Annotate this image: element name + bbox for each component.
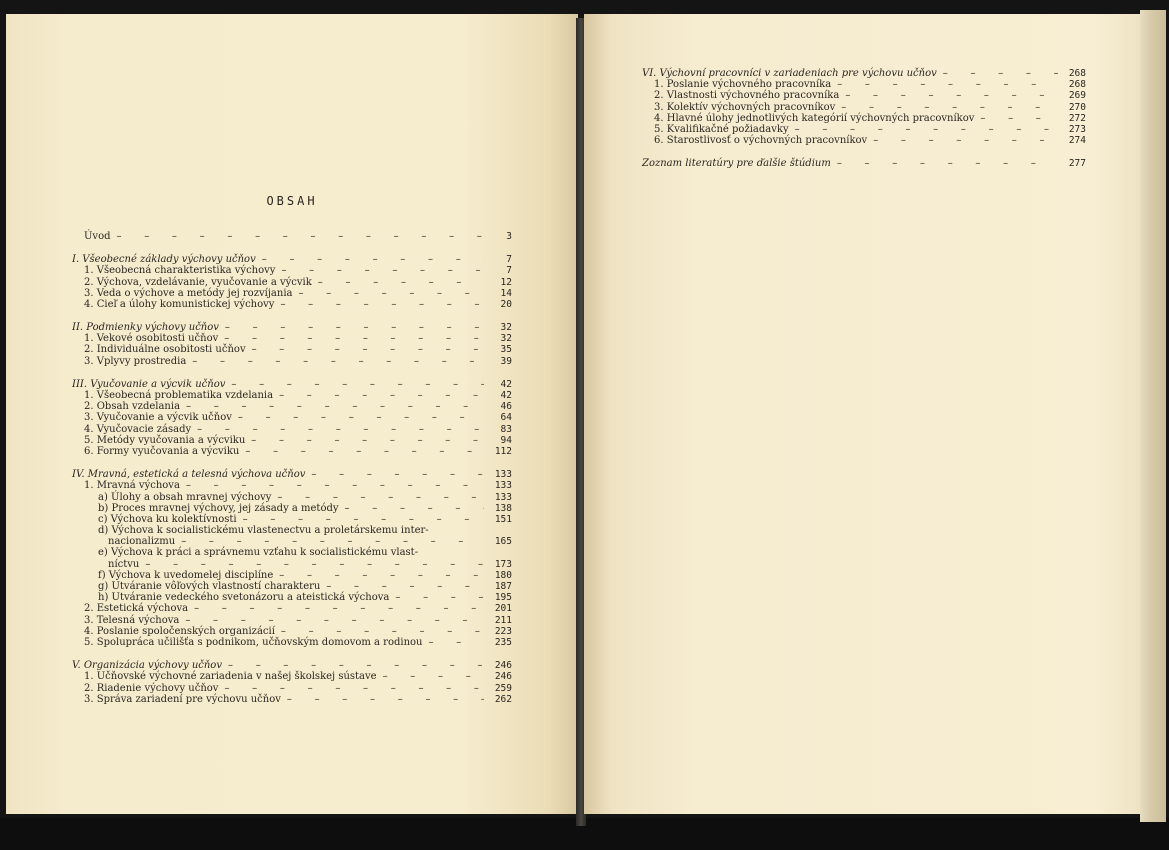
- toc-subentry: d) Výchova k socialistickému vlastenectvu a proletárskemu inter-: [98, 525, 429, 537]
- toc-entry: 2. Výchova, vzdelávanie, vyučovanie a výcvik – 12: [66, 277, 512, 288]
- left-page: [6, 14, 578, 814]
- toc-entry: 5. Kvalifikačné požiadavky – 273: [636, 124, 1086, 135]
- toc-entry: 3. Správa zariadení pre výchovu učňov – 262: [66, 694, 512, 705]
- toc-section: IV. Mravná, estetická a telesná výchova učňov – 133: [66, 469, 512, 480]
- toc-section: V. Organizácia výchovy učňov – 246: [66, 660, 512, 671]
- toc-entry: 5. Metódy vyučovania a výcviku – 94: [66, 435, 512, 446]
- toc-subentry-continued: nacionalizmu – 165: [66, 536, 512, 547]
- page-block-edge: [1140, 10, 1166, 822]
- toc-subentry: a) Úlohy a obsah mravnej výchovy – 133: [66, 492, 512, 503]
- toc-entry: 5. Spolupráca učilišťa s podnikom, učňovským domovom a rodinou – 235: [66, 637, 512, 648]
- toc-entry: 3. Vplyvy prostredia – 39: [66, 356, 512, 367]
- toc-section: III. Vyučovanie a výcvik učňov – 42: [66, 379, 512, 390]
- toc-entry: 2. Riadenie výchovy učňov – 259: [66, 683, 512, 694]
- right-page: [584, 14, 1140, 814]
- toc-entry: 6. Formy vyučovania a výcviku – 112: [66, 446, 512, 457]
- toc-bibliography: Zoznam literatúry pre ďalšie štúdium – 277: [636, 158, 1086, 169]
- toc-entry: 3. Veda o výchove a metódy jej rozvíjania – 14: [66, 288, 512, 299]
- toc-entry: 1. Vekové osobitosti učňov – 32: [66, 333, 512, 344]
- toc-entry: 3. Kolektív výchovných pracovníkov – 270: [636, 102, 1086, 113]
- toc-section: II. Podmienky výchovy učňov – 32: [66, 322, 512, 333]
- toc-entry: 1. Mravná výchova – 133: [66, 480, 512, 491]
- toc-entry: 2. Individuálne osobitosti učňov – 35: [66, 345, 512, 356]
- toc-entry: 3. Telesná výchova – 211: [66, 615, 512, 626]
- toc-entry: 6. Starostlivosť o výchovných pracovníkov – 274: [636, 135, 1086, 146]
- toc-entry: 4. Poslanie spoločenských organizácií – 223: [66, 626, 512, 637]
- toc-section: I. Všeobecné základy výchovy učňov – 7: [66, 254, 512, 265]
- contents-title: OBSAH: [266, 194, 318, 208]
- toc-entry: 4. Vyučovacie zásady – 83: [66, 424, 512, 435]
- toc-subentry: f) Výchova k uvedomelej disciplíne – 180: [66, 570, 512, 581]
- toc-entry: 4. Hlavné úlohy jednotlivých kategórií výchovných pracovníkov – 272: [636, 113, 1086, 124]
- toc-right: [636, 68, 1086, 170]
- toc-entry: 1. Všeobecná charakteristika výchovy – 7: [66, 265, 512, 276]
- toc-entry: 2. Estetická výchova – 201: [66, 603, 512, 614]
- toc-entry: 3. Vyučovanie a výcvik učňov – 64: [66, 412, 512, 423]
- toc-entry: 1. Učňovské výchovné zariadenia v našej školskej sústave – 246: [66, 671, 512, 682]
- toc-entry: 2. Vlastnosti výchovného pracovníka – 269: [636, 90, 1086, 101]
- toc-subentry-continued: níctvu – 173: [66, 559, 512, 570]
- toc-entry: Úvod – 3: [66, 231, 512, 242]
- toc-subentry: b) Proces mravnej výchovy, jej zásady a metódy – 138: [66, 503, 512, 514]
- toc-subentry: c) Výchova ku kolektívnosti – 151: [66, 514, 512, 525]
- toc-entry: 4. Cieľ a úlohy komunistickej výchovy – 20: [66, 299, 512, 310]
- toc-entry: 1. Poslanie výchovného pracovníka – 268: [636, 79, 1086, 90]
- toc-entry: 2. Obsah vzdelania – 46: [66, 401, 512, 412]
- toc-subentry: e) Výchova k práci a správnemu vzťahu k socialistickému vlast-: [98, 547, 419, 559]
- toc-left: [66, 231, 512, 705]
- toc-section: VI. Výchovní pracovníci v zariadeniach pre výchovu učňov – 268: [636, 68, 1086, 79]
- toc-entry: 1. Všeobecná problematika vzdelania – 42: [66, 390, 512, 401]
- toc-subentry: h) Utváranie vedeckého svetonázoru a ateistická výchova – 195: [66, 592, 512, 603]
- toc-subentry: g) Utváranie vôľových vlastností charakteru – 187: [66, 581, 512, 592]
